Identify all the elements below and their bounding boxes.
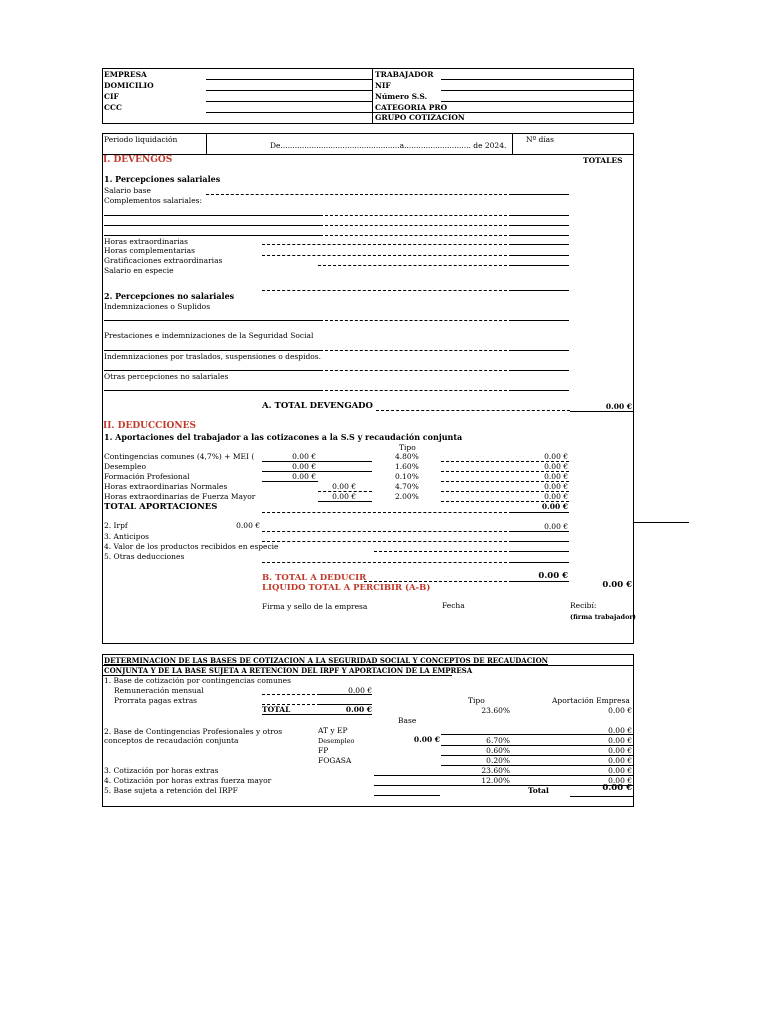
- label-nif: NIF: [375, 81, 391, 90]
- sub-2-label: FP: [318, 746, 329, 755]
- irpf-value: 0.00 €: [544, 522, 568, 531]
- ded-row-4-tipo: 2.00%: [395, 492, 419, 501]
- bases-title-1: DETERMINACION DE LAS BASES DE COTIZACION A LA SEGURIDAD SOCIAL Y CONCEPTOS DE RECAUDACION: [104, 656, 549, 665]
- bases-title-2: CONJUNTA Y DE LA BASE SUJETA A RETENCION DEL IRPF Y APORTACION DE LA EMPRESA: [104, 666, 473, 675]
- ded-row-2-tipo: 0.10%: [395, 472, 419, 481]
- irpf-base: 0.00 €: [236, 521, 260, 530]
- header-box: [102, 68, 634, 124]
- traslados-label: Indemnizaciones por traslados, suspensiones o despidos.: [104, 352, 322, 361]
- salario-base-label: Salario base: [104, 186, 151, 195]
- aport-cc-value: 0.00 €: [608, 706, 632, 715]
- base-irpf-label: 5. Base sujeta a retención del IRPF: [104, 786, 238, 795]
- prorrata-label: Prorrata pagas extras: [114, 696, 198, 705]
- otras-ded-label: 5. Otras deducciones: [104, 552, 185, 561]
- base-cc-label: 1. Base de cotización por contingencias comunes: [104, 676, 291, 685]
- percepciones-no-salariales-title: 2. Percepciones no salariales: [104, 291, 235, 301]
- ded-row-0-tipo: 4.80%: [395, 452, 419, 461]
- ded-row-1-valor: 0.00 €: [544, 462, 568, 471]
- salario-base-total[interactable]: [512, 194, 569, 195]
- sub-3-label: FOGASA: [318, 756, 352, 765]
- gratificaciones-label: Gratificaciones extraordinarias: [104, 256, 223, 265]
- ded-row-3-base: 0.00 €: [332, 482, 356, 491]
- sub-1-label: Desempleo: [318, 737, 355, 745]
- main-box: [102, 133, 634, 644]
- tipo-label: Tipo: [468, 696, 485, 705]
- horas-extra-cot-valor: 0.00 €: [608, 766, 632, 775]
- anticipos-label: 3. Anticipos: [104, 532, 149, 541]
- sub-1-valor: 0.00 €: [608, 736, 632, 745]
- field-ccc[interactable]: [206, 112, 372, 113]
- ded-row-2-label: Formación Profesional: [104, 472, 190, 481]
- complementos-label: Complementos salariales:: [104, 196, 203, 205]
- field-numero-ss[interactable]: [441, 101, 634, 102]
- ded-row-1-base: 0.00 €: [292, 462, 316, 471]
- horas-fm-cot-label: 4. Cotización por horas extras fuerza mayor: [104, 776, 272, 785]
- liquido-value: 0.00 €: [602, 580, 632, 590]
- field-empresa[interactable]: [206, 79, 372, 80]
- total-aportaciones-value: 0.00 €: [541, 502, 568, 511]
- label-numero-ss: Número S.S.: [375, 92, 428, 101]
- horas-fm-cot-tipo: 12.00%: [481, 776, 510, 785]
- total-final-label: Total: [528, 786, 549, 795]
- otras-percepciones-label: Otras percepciones no salariales: [104, 372, 229, 381]
- tipo-header: Tipo: [399, 443, 416, 452]
- label-cif: CIF: [104, 92, 119, 101]
- totales-label: TOTALES: [583, 156, 623, 165]
- horas-extra-cot-tipo: 23.60%: [481, 766, 510, 775]
- label-ccc: CCC: [104, 103, 122, 112]
- sub-3-valor: 0.00 €: [608, 756, 632, 765]
- horas-fm-cot-valor: 0.00 €: [608, 776, 632, 785]
- total-final-value: 0.00 €: [602, 783, 632, 793]
- horas-extra-label: Horas extraordinarias: [104, 237, 188, 246]
- base-header: Base: [398, 716, 417, 725]
- especie-label: Salario en especie: [104, 266, 174, 275]
- recibi-label: Recibí:: [570, 601, 597, 610]
- remuneracion-label: Remuneración mensual: [114, 686, 204, 695]
- dias-label: Nº días: [526, 135, 554, 144]
- label-grupo: GRUPO COTIZACION: [375, 113, 465, 122]
- total-deducir-value: 0.00 €: [538, 571, 568, 581]
- aportaciones-subtitle: 1. Aportaciones del trabajador a las cotizacones a la S.S y recaudación conjunta: [104, 432, 463, 442]
- firma-trabajador-label: (firma trabajador): [570, 613, 636, 621]
- label-trabajador: TRABAJADOR: [375, 70, 434, 79]
- horas-comp-label: Horas complementarias: [104, 246, 195, 255]
- total-deducir-label: B. TOTAL A DEDUCIR: [262, 573, 367, 583]
- sub-3-tipo: 0.20%: [486, 756, 510, 765]
- horas-extra-cot-label: 3. Cotización por horas extras: [104, 766, 219, 775]
- ded-row-1-tipo: 1.60%: [395, 462, 419, 471]
- indemnizaciones-label: Indemnizaciones o Suplidos: [104, 302, 211, 311]
- label-categoria: CATEGORIA PRO: [375, 103, 448, 112]
- prestaciones-label: Prestaciones e indemnizaciones de la Seguridad Social: [104, 331, 314, 340]
- ded-row-2-base: 0.00 €: [292, 472, 316, 481]
- tipo-cc-value: 23.60%: [481, 706, 510, 715]
- sub-0-valor: 0.00 €: [608, 726, 632, 735]
- field-nif[interactable]: [441, 90, 634, 91]
- field-trabajador[interactable]: [441, 79, 634, 80]
- field-categoria[interactable]: [372, 112, 634, 113]
- periodo-text[interactable]: De..................................................a............................ de 2024.: [270, 141, 507, 150]
- especie-ded-label: 4. Valor de los productos recibidos en especie: [104, 542, 279, 551]
- total-aportaciones-label: TOTAL APORTACIONES: [104, 502, 218, 512]
- field-cif[interactable]: [206, 101, 372, 102]
- sub-1-tipo: 6.70%: [486, 736, 510, 745]
- aportacion-label: Aportación Empresa: [552, 696, 630, 705]
- irpf-label: 2. Irpf: [104, 521, 128, 530]
- field-domicilio[interactable]: [206, 90, 372, 91]
- periodo-label: Periodo liquidación: [104, 135, 178, 144]
- ded-row-4-valor: 0.00 €: [544, 492, 568, 501]
- percepciones-salariales-title: 1. Percepciones salariales: [104, 174, 221, 184]
- firma-empresa-label: Firma y sello de la empresa: [262, 602, 368, 611]
- total-label-1: TOTAL: [262, 705, 291, 714]
- sub-0-label: AT y EP: [318, 726, 348, 735]
- total-devengado-value: 0.00 €: [605, 402, 632, 411]
- total-devengado-label: A. TOTAL DEVENGADO: [262, 401, 373, 411]
- label-domicilio: DOMICILIO: [104, 81, 154, 90]
- ded-row-0-base: 0.00 €: [292, 452, 316, 461]
- remuneracion-value: 0.00 €: [348, 686, 372, 695]
- ded-row-2-valor: 0.00 €: [544, 472, 568, 481]
- liquido-label: LIQUIDO TOTAL A PERCIBIR (A-B): [262, 583, 431, 593]
- base-cp-label-2: conceptos de recaudación conjunta: [104, 736, 239, 745]
- ded-row-4-base: 0.00 €: [332, 492, 356, 501]
- sub-2-valor: 0.00 €: [608, 746, 632, 755]
- cp-base-value: 0.00 €: [413, 735, 440, 744]
- ded-row-0-valor: 0.00 €: [544, 452, 568, 461]
- ded-row-1-label: Desempleo: [104, 462, 147, 471]
- fecha-label: Fecha: [442, 601, 465, 610]
- ded-row-3-label: Horas extraordinarias Normales: [104, 482, 228, 491]
- ded-row-4-label: Horas extraordinarias de Fuerza Mayor: [104, 492, 256, 501]
- label-empresa: EMPRESA: [104, 70, 147, 79]
- deducciones-title: II. DEDUCCIONES: [103, 421, 196, 431]
- devengos-title: I. DEVENGOS: [103, 155, 173, 165]
- total-value-1: 0.00 €: [345, 705, 372, 714]
- ded-row-0-label: Contingencias comunes (4,7%) + MEI (: [104, 452, 255, 461]
- sub-2-tipo: 0.60%: [486, 746, 510, 755]
- ded-row-3-tipo: 4.70%: [395, 482, 419, 491]
- base-cp-label-1: 2. Base de Contingencias Profesionales y otros: [104, 727, 283, 736]
- ded-row-3-valor: 0.00 €: [544, 482, 568, 491]
